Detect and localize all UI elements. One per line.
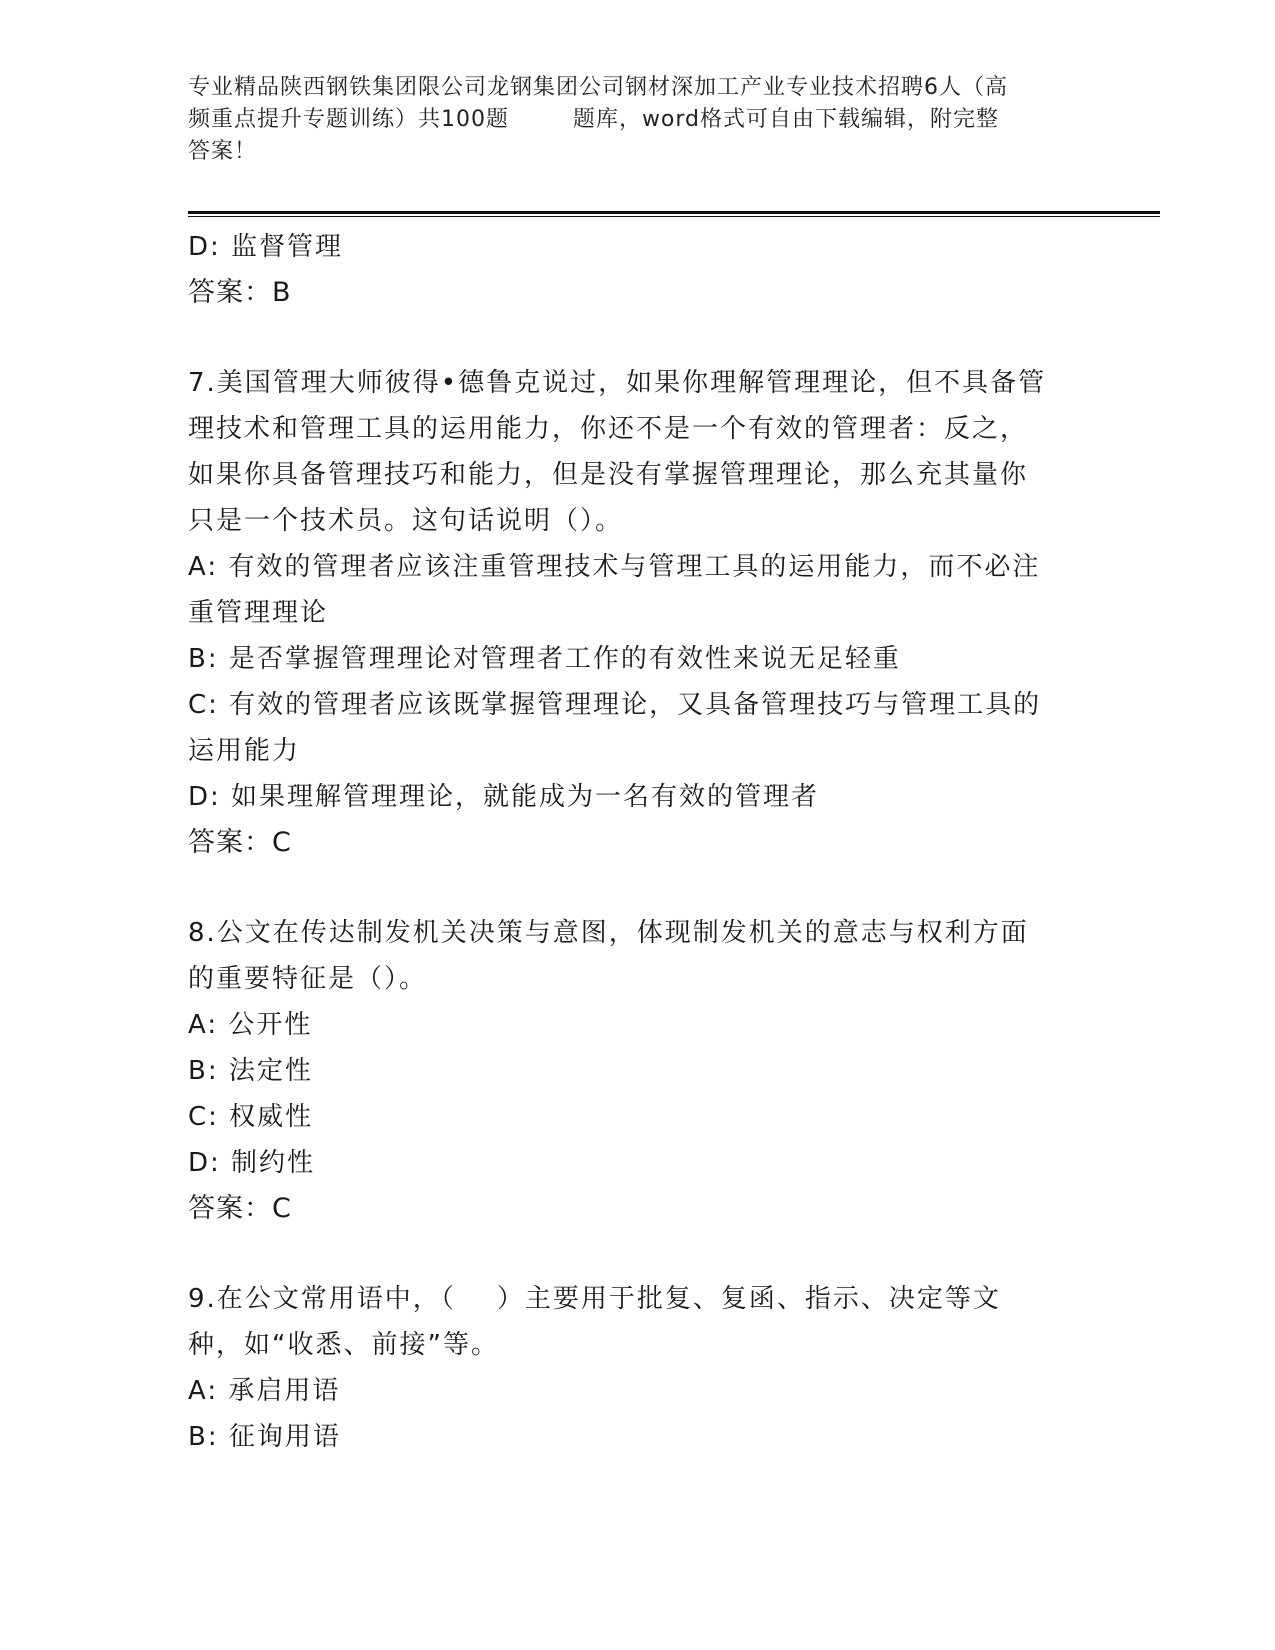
document-header: [188, 72, 1088, 168]
question-8: [188, 910, 1088, 1232]
q7-stem-line-3: 如果你具备管理技巧和能力，但是没有掌握管理理论，那么充其量你: [188, 460, 1029, 490]
q7-option-a-line-2: 重管理理论: [188, 598, 329, 628]
q9-stem-line-2: 种，如“收悉、前接”等。: [188, 1330, 499, 1360]
q7-option-a-line-1: A: 有效的管理者应该注重管理技术与管理工具的运用能力，而不必注: [188, 552, 1041, 582]
header-title-line-1: 专业精品陕西钢铁集团限公司龙钢集团公司钢材深加工产业专业技术招聘6人（高: [188, 75, 1008, 100]
q8-stem-line-2: 的重要特征是（）。: [188, 964, 428, 994]
q7-stem-line-1: 7.美国管理大师彼得•德鲁克说过，如果你理解管理理论，但不具备管: [188, 368, 1047, 398]
q9-option-a: A: 承启用语: [188, 1376, 341, 1406]
header-title-line-2: 频重点提升专题训练）共100题 题库，word格式可自由下载编辑，附完整: [188, 107, 1000, 132]
question-9: [188, 1276, 1088, 1460]
header-divider-thin: [188, 216, 1160, 217]
q7-option-c-line-1: C: 有效的管理者应该既掌握管理理论，又具备管理技巧与管理工具的: [188, 690, 1042, 720]
question-content: [188, 224, 1088, 1460]
q9-option-b: B: 征询用语: [188, 1422, 341, 1452]
q7-option-b: B: 是否掌握管理理论对管理者工作的有效性来说无足轻重: [188, 644, 901, 674]
q8-option-a: A: 公开性: [188, 1010, 313, 1040]
header-title-line-3: 答案！: [188, 139, 258, 164]
q8-option-b: B: 法定性: [188, 1056, 313, 1086]
q7-option-d: D: 如果理解管理理论，就能成为一名有效的管理者: [188, 782, 820, 812]
q8-option-c: C: 权威性: [188, 1102, 314, 1132]
q9-stem-line-1: 9.在公文常用语中，（ ）主要用于批复、复函、指示、决定等文: [188, 1284, 1001, 1314]
q7-answer: 答案：C: [188, 827, 292, 858]
spacer: [188, 316, 1088, 360]
spacer: [188, 866, 1088, 910]
prev-option-d: D: 监督管理: [188, 232, 344, 262]
q7-stem-line-2: 理技术和管理工具的运用能力，你还不是一个有效的管理者：反之，: [188, 414, 1029, 444]
q8-stem-line-1: 8.公文在传达制发机关决策与意图，体现制发机关的意志与权利方面: [188, 918, 1029, 948]
header-divider-thick: [188, 211, 1160, 214]
q7-option-c-line-2: 运用能力: [188, 736, 301, 766]
spacer: [188, 1232, 1088, 1276]
q7-stem-line-4: 只是一个技术员。这句话说明（）。: [188, 506, 624, 536]
question-7: [188, 360, 1088, 866]
q8-option-d: D: 制约性: [188, 1148, 316, 1178]
q8-answer: 答案：C: [188, 1193, 292, 1224]
prev-answer: 答案：B: [188, 277, 292, 308]
